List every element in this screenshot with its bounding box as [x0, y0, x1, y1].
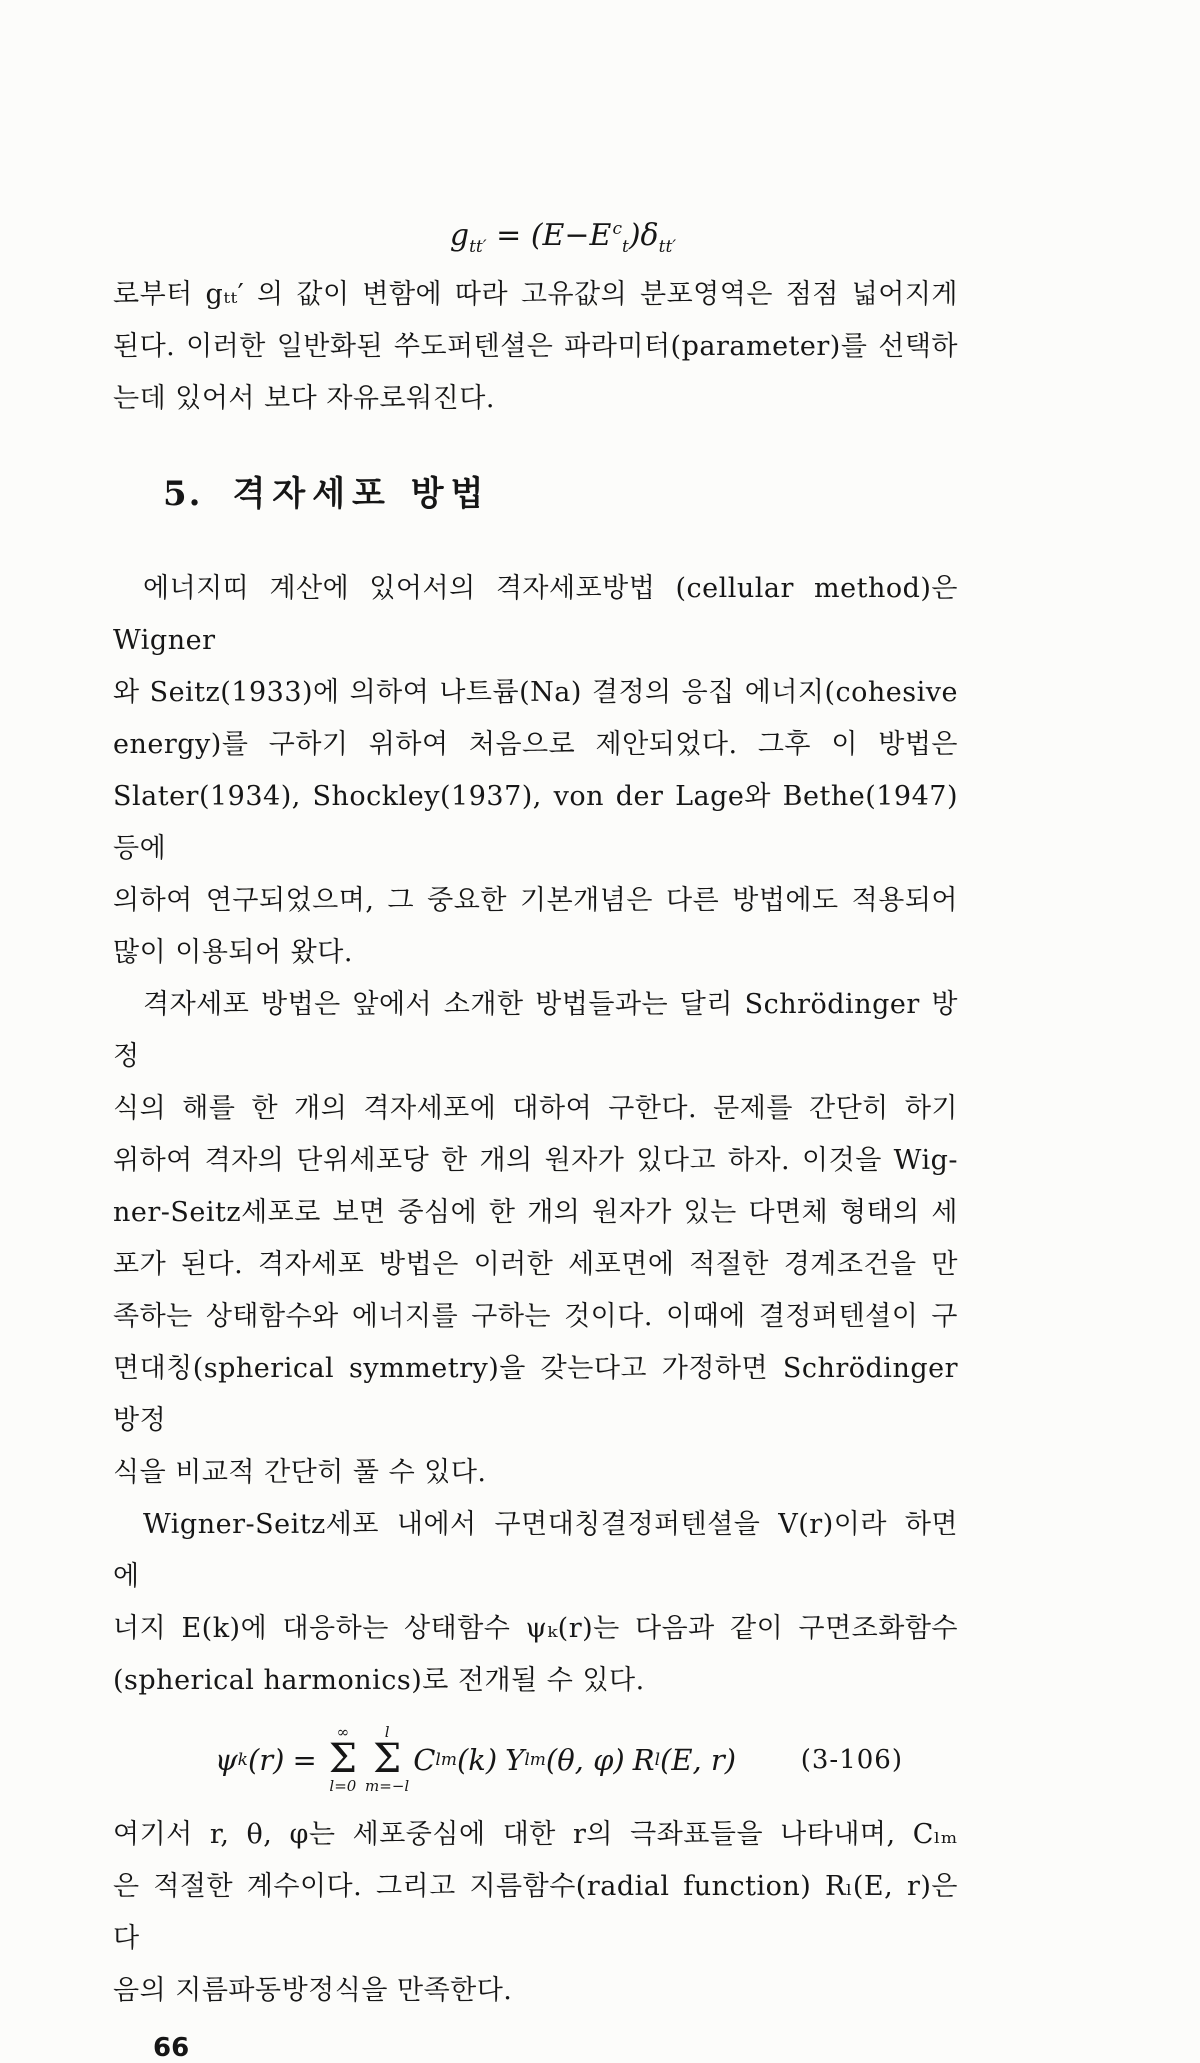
equation-generalized-pseudopotential: [113, 205, 958, 257]
sigma-icon: Σ: [372, 1736, 402, 1782]
text-line: 음의 지름파동방정식을 만족한다.: [113, 1975, 513, 2006]
summation-l: [329, 1725, 357, 1795]
eq-coefficient: C: [413, 1743, 436, 1777]
paragraph-history: [113, 563, 958, 979]
text-line: 와 Seitz(1933)에 의하여 나트륨(Na) 결정의 응집 에너지(cohesive: [113, 677, 958, 708]
text-line: 여기서 r, θ, φ는 세포중심에 대한 r의 극좌표들을 나타내며, Cₗₘ: [113, 1819, 958, 1850]
text-line: 된다. 이러한 일반화된 쑤도퍼텐셜은 파라미터(parameter)를 선택하: [113, 331, 958, 362]
text-line: ner-Seitz세포로 보면 중심에 한 개의 원자가 있는 다면체 형태의 세: [113, 1197, 958, 1228]
text-line: (spherical harmonics)로 전개될 수 있다.: [113, 1665, 645, 1696]
eq-equals: =: [292, 1743, 317, 1777]
eq-psi-sub: k: [237, 1750, 248, 1770]
section-title: 격자세포 방법: [232, 474, 491, 514]
text-line: Wigner-Seitz세포 내에서 구면대칭결정퍼텐셜을 V(r)이라 하면 에: [113, 1509, 958, 1592]
paragraph-method-description: [113, 979, 958, 1499]
text-line: 포가 된다. 격자세포 방법은 이러한 세포면에 적절한 경계조건을 만: [113, 1249, 958, 1280]
eq-sub-e: t: [622, 237, 629, 257]
text-line: energy)를 구하기 위하여 처음으로 제안되었다. 그후 이 방법은: [113, 729, 958, 760]
text-line: 에너지띠 계산에 있어서의 격자세포방법 (cellular method)은 Wigner: [113, 573, 958, 656]
text-line: 격자세포 방법은 앞에서 소개한 방법들과는 달리 Schrödinger 방정: [113, 989, 958, 1072]
text-line: 족하는 상태함수와 에너지를 구하는 것이다. 이때에 결정퍼텐셜이 구: [113, 1301, 958, 1332]
text-line: 는데 있어서 보다 자유로워진다.: [113, 383, 495, 414]
eq-mid: = (E−E: [486, 218, 612, 253]
eq-sub-g: tt′: [469, 237, 487, 257]
text-line: 식을 비교적 간단히 풀 수 있다.: [113, 1457, 487, 1488]
eq-coefficient-arg: (k): [456, 1743, 498, 1777]
section-number: 5.: [163, 474, 203, 514]
eq-psi: ψ: [214, 1743, 238, 1777]
eq-harmonic-sub: lm: [524, 1750, 546, 1770]
page-content: [113, 0, 958, 2063]
eq-psi-arg: (r): [247, 1743, 285, 1777]
sum-lower-limit: l=0: [329, 1777, 357, 1795]
eq-radial-arg: (E, r): [660, 1743, 737, 1777]
eq-sub-delta: tt′: [658, 237, 677, 257]
text-line: 식의 해를 한 개의 격자세포에 대하여 구한다. 문제를 간단히 하기: [113, 1093, 958, 1124]
eq-coefficient-sub: lm: [435, 1750, 457, 1770]
page-number: 66: [153, 2033, 190, 2063]
text-line: Slater(1934), Shockley(1937), von der Lage와 Bethe(1947) 등에: [113, 781, 958, 864]
text-line: 로부터 gₜₜ′ 의 값이 변함에 따라 고유값의 분포영역은 점점 넓어지게: [113, 279, 958, 310]
sum-upper-limit: ∞: [336, 1723, 350, 1741]
eq-harmonic: Y: [505, 1743, 525, 1777]
text-line: 너지 E(k)에 대응하는 상태함수 ψₖ(r)는 다음과 같이 구면조화함수: [113, 1613, 958, 1644]
text-line: 은 적절한 계수이다. 그리고 지름함수(radial function) Rₗ(E, r)은 다: [113, 1871, 958, 1954]
paragraph-symbol-explanation: [113, 1809, 958, 2017]
sum-lower-limit: m=−l: [365, 1777, 410, 1795]
equation-3-106: [113, 1725, 958, 1795]
eq-sup-e: c: [612, 219, 622, 239]
section-heading: [163, 471, 958, 517]
text-line: 면대칭(spherical symmetry)을 갖는다고 가정하면 Schrödinger 방정: [113, 1353, 958, 1436]
equation-number: (3-106): [800, 1745, 903, 1775]
text-line: 많이 이용되어 왔다.: [113, 937, 353, 968]
eq-delta: )δ: [628, 218, 659, 253]
eq-harmonic-arg: (θ, φ): [545, 1743, 625, 1777]
summation-m: [365, 1725, 409, 1795]
eq-var-g: g: [449, 218, 470, 253]
text-line: 위하여 격자의 단위세포당 한 개의 원자가 있다고 하자. 이것을 Wig-: [113, 1145, 958, 1176]
eq-radial-sub: l: [654, 1750, 661, 1770]
text-line: 의하여 연구되었으며, 그 중요한 기본개념은 다른 방법에도 적용되어: [113, 885, 958, 916]
paragraph-intro: [113, 269, 958, 425]
eq-radial: R: [632, 1743, 655, 1777]
sigma-icon: Σ: [328, 1736, 358, 1782]
paragraph-wigner-seitz: [113, 1499, 958, 1707]
sum-upper-limit: l: [384, 1723, 390, 1741]
